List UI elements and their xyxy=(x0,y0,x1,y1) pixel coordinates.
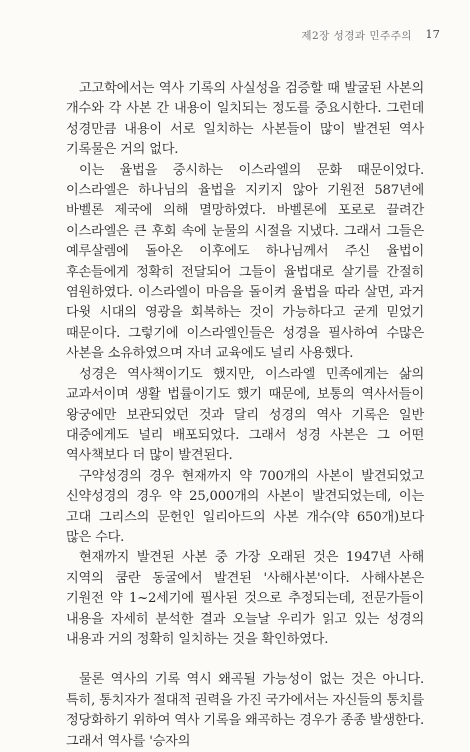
page-header xyxy=(0,0,470,48)
chapter-title: 제2장 성경과 민주주의 xyxy=(301,30,412,42)
paragraph: 이는 율법을 중시하는 이스라엘의 문화 때문이었다. 이스라엘은 하나님의 율법을 지키지 않아 기원전 587년에 바벨론 제국에 의해 멸망하였다. 바벨론에 포로로 끌려간 이스라엘은 큰 후회 속에 눈물의 시절을 지냈다. 그래서 그들은 예루살렘에 돌아온 이후에도 하나님께서 주신 율법이 후손들에게 정확히 전달되어 그들이 율법대로 살기를 간절히 염원하였다. 이스라엘이 마음을 돌이켜 율법을 따라 살면, 과거 다윗 시대의 영광을 회복하는 것이 가능하다고 굳게 믿었기 때문이다. 그렇기에 이스라엘인들은 성경을 필사하여 수많은 사본을 소유하였으며 자녀 교육에도 널리 사용했다. xyxy=(66,162,424,362)
paragraph: 현재까지 발견된 사본 중 가장 오래된 것은 1947년 사해 지역의 쿰란 동굴에서 발견된 '사해사본'이다. 사해사본은 기원전 약 1~2세기에 필사된 것으로 추정되는데, 전문가들이 내용을 자세히 분석한 결과 오늘날 우리가 읽고 있는 성경의 내용과 거의 정확히 일치하는 것을 확인하였다. xyxy=(66,550,424,647)
section-break xyxy=(66,650,424,670)
paragraph: 구약성경의 경우 현재까지 약 700개의 사본이 발견되었고 신약성경의 경우 약 25,000개의 사본이 발견되었는데, 이는 고대 그리스의 문헌인 일리아드의 사본 개수(약 650개)보다 많은 수다. xyxy=(66,468,424,545)
paragraph: 물론 역사의 기록 역시 왜곡될 가능성이 없는 것은 아니다. 특히, 통치자가 절대적 권력을 가진 국가에서는 자신들의 통치를 정당화하기 위하여 역사 기록을 왜곡하는 경우가 종종 발생한다. 그래서 역사를 '승자의 xyxy=(66,672,424,749)
page-number: 17 xyxy=(425,27,440,41)
body-text xyxy=(66,79,424,752)
paragraph: 고고학에서는 역사 기록의 사실성을 검증할 때 발굴된 사본의 개수와 각 사본 간 내용이 일치되는 정도를 중요시한다. 그런데 성경만큼 내용이 서로 일치하는 사본들이 많이 발견된 역사 기록물은 거의 없다. xyxy=(66,81,424,158)
paragraph: 성경은 역사책이기도 했지만, 이스라엘 민족에게는 삶의 교과서이며 생활 법률이기도 했기 때문에, 보통의 역사서들이 왕궁에만 보관되었던 것과 달리 성경의 역사 기록은 일반 대중에게도 널리 배포되었다. 그래서 성경 사본은 그 어떤 역사책보다 더 많이 발견된다. xyxy=(66,366,424,464)
